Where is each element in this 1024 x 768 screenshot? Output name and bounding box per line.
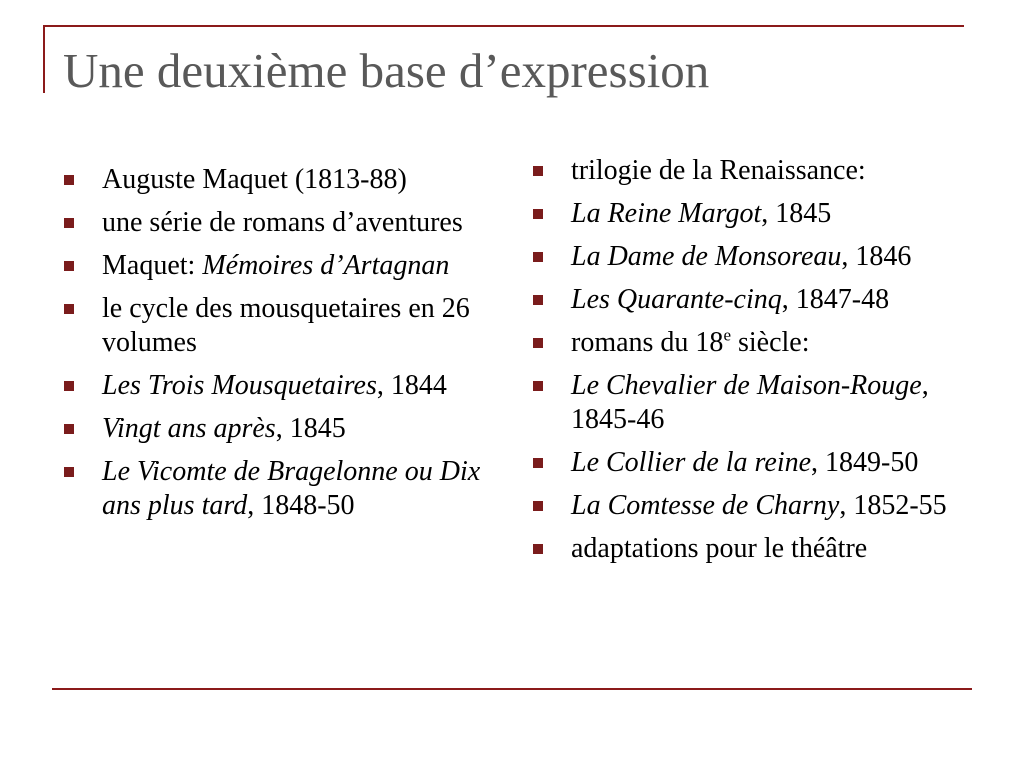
item-title: Le Collier de la reine: [571, 447, 812, 478]
list-item: [531, 489, 971, 523]
square-bullet-icon: [533, 166, 543, 176]
item-title: Vingt ans après: [102, 413, 276, 444]
right-bullet-list: [531, 154, 971, 575]
square-bullet-icon: [64, 467, 74, 477]
item-title: Les Trois Mousquetaires: [102, 370, 377, 401]
left-bullet-list: [62, 163, 492, 532]
item-title: La Reine Margot: [571, 198, 762, 229]
list-item: [531, 369, 971, 437]
slide-title: Une deuxième base d’expression: [63, 43, 710, 98]
list-item: [62, 412, 492, 446]
list-item: [531, 240, 971, 274]
square-bullet-icon: [533, 252, 543, 262]
item-text: , 1846: [841, 241, 912, 272]
item-text: le cycle des mousquetaires en 26 volumes: [102, 293, 470, 358]
list-item: [62, 369, 492, 403]
square-bullet-icon: [64, 261, 74, 271]
item-text: siècle:: [730, 327, 810, 358]
square-bullet-icon: [533, 295, 543, 305]
left-rule: [43, 25, 45, 93]
item-text: une série de romans d’aventures: [102, 207, 463, 238]
list-item: [531, 446, 971, 480]
item-title: La Comtesse de Charny: [571, 490, 840, 521]
square-bullet-icon: [533, 544, 543, 554]
square-bullet-icon: [533, 458, 543, 468]
list-item: [531, 197, 971, 231]
item-title: Les Quarante-cinq: [571, 284, 782, 315]
square-bullet-icon: [64, 424, 74, 434]
item-title: Mémoires d’Artagnan: [202, 250, 450, 281]
item-text: , 1845: [275, 413, 346, 444]
item-text: , 1844: [376, 370, 447, 401]
list-item: [62, 292, 492, 360]
item-text: , 1852-55: [839, 490, 947, 521]
list-item: [531, 532, 971, 566]
superscript: e: [723, 325, 731, 345]
item-text: , 1847-48: [781, 284, 890, 315]
list-item: [531, 326, 971, 360]
list-item: [531, 154, 971, 188]
square-bullet-icon: [64, 381, 74, 391]
list-item: [62, 206, 492, 240]
square-bullet-icon: [533, 501, 543, 511]
square-bullet-icon: [64, 218, 74, 228]
bottom-rule: [52, 688, 972, 690]
square-bullet-icon: [533, 209, 543, 219]
item-text: , 1845: [761, 198, 832, 229]
item-text: , 1849-50: [811, 447, 919, 478]
square-bullet-icon: [533, 338, 543, 348]
top-rule: [43, 25, 964, 27]
item-text: romans du 18: [571, 327, 724, 358]
list-item: [62, 455, 492, 523]
list-item: [62, 163, 492, 197]
item-text: adaptations pour le théâtre: [571, 533, 868, 564]
item-text: , 1845-46: [571, 370, 929, 435]
item-text: Auguste Maquet (1813-88): [102, 164, 407, 195]
list-item: [62, 249, 492, 283]
item-text: , 1848-50: [247, 490, 355, 521]
item-title: La Dame de Monsoreau: [571, 241, 842, 272]
list-item: [531, 283, 971, 317]
square-bullet-icon: [64, 304, 74, 314]
item-title: Le Chevalier de Maison-Rouge: [571, 370, 922, 401]
square-bullet-icon: [533, 381, 543, 391]
item-text: Maquet:: [102, 250, 203, 281]
item-title: Le Vicomte de Bragelonne ou Dix ans plus tard: [102, 456, 481, 521]
item-text: trilogie de la Renaissance:: [571, 155, 866, 186]
square-bullet-icon: [64, 175, 74, 185]
